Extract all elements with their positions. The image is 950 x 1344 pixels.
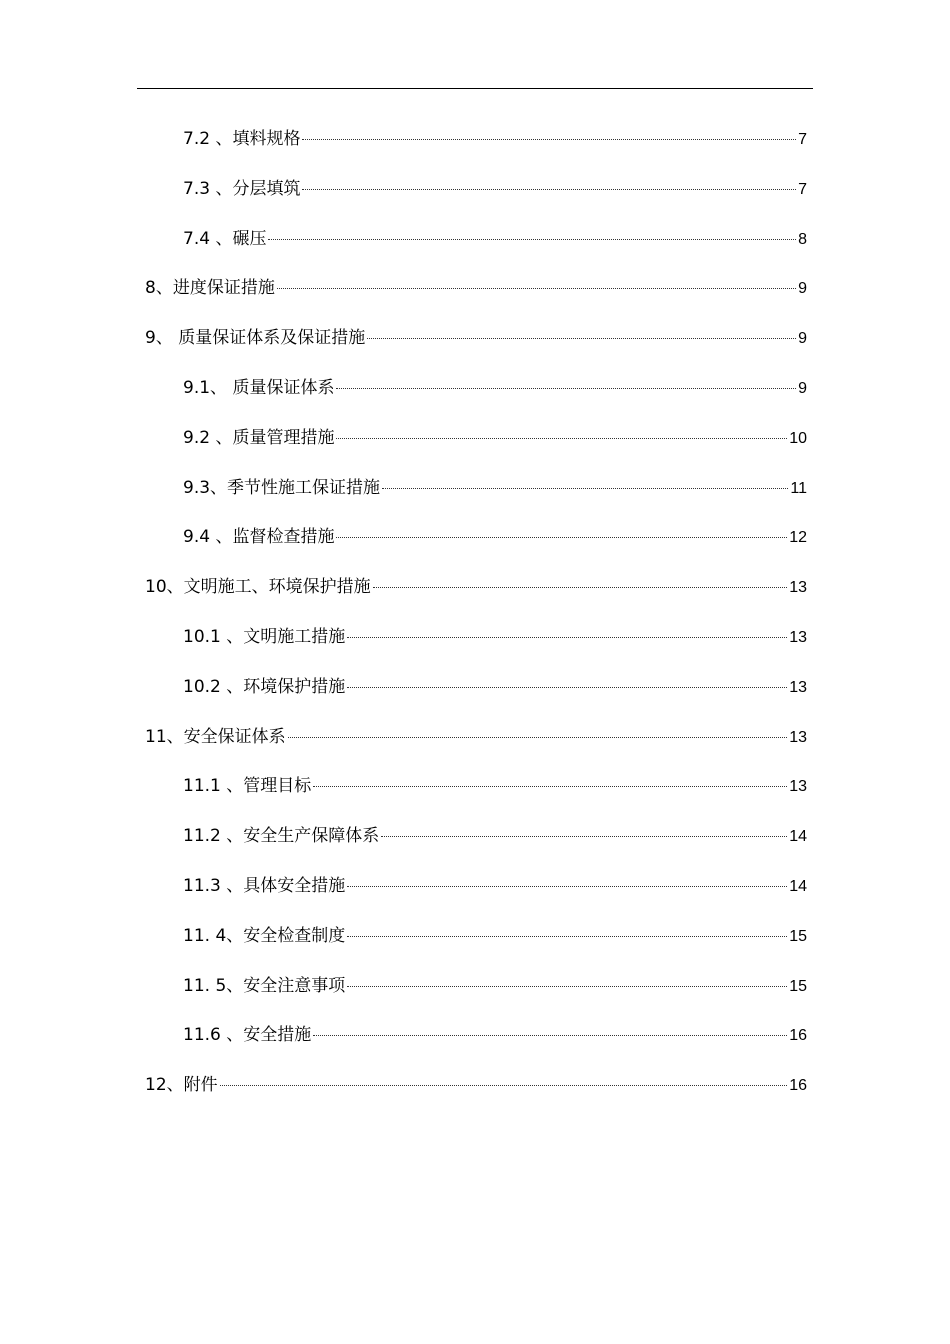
toc-entry-page-number: 9 [798,330,807,348]
dot-leader [313,1035,787,1036]
toc-entry-page-number: 15 [789,927,807,945]
dot-leader [277,288,796,289]
dot-leader [313,786,787,787]
toc-entry-page-number: 16 [789,1077,807,1095]
toc-entry-label: 7.3 、分层填筑 [183,178,301,199]
toc-entry[interactable] [145,274,807,302]
toc-entry-label: 11. 4、安全检查制度 [183,925,346,946]
toc-entry[interactable] [183,225,807,253]
toc-entry-label: 9.2 、质量管理措施 [183,427,335,448]
toc-entry-page-number: 15 [789,977,807,995]
toc-entry[interactable] [183,922,807,950]
toc-entry-label: 11.6 、安全措施 [183,1025,312,1046]
toc-entry-page-number: 14 [789,828,807,846]
toc-entry-page-number: 10 [789,429,807,447]
toc-entry[interactable] [183,523,807,551]
toc-entry[interactable] [183,374,807,402]
toc-entry[interactable] [183,872,807,900]
dot-leader [347,687,787,688]
toc-entry-label: 10、文明施工、环境保护措施 [145,577,371,598]
dot-leader [382,488,788,489]
toc-entry[interactable] [183,673,807,701]
toc-entry[interactable] [183,424,807,452]
toc-entry[interactable] [183,474,807,502]
toc-entry[interactable] [183,822,807,850]
toc-entry-page-number: 13 [789,629,807,646]
toc-entry[interactable] [145,723,807,751]
dot-leader [302,139,796,140]
toc-entry-label: 11.2 、安全生产保障体系 [183,826,380,847]
toc-entry-label: 11.1 、管理目标 [183,776,312,797]
toc-entry-page-number: 13 [789,579,807,597]
toc-entry[interactable] [183,972,807,1000]
dot-leader [268,239,796,240]
dot-leader [288,737,788,738]
toc-entry[interactable] [145,573,807,601]
toc-entry-page-number: 12 [789,529,807,547]
header-rule [137,88,813,89]
toc-entry-label: 8、进度保证措施 [145,278,275,299]
toc-entry-label: 11. 5、安全注意事项 [183,975,346,996]
toc-entry-page-number: 11 [790,479,807,497]
dot-leader [347,886,787,887]
toc-entry-page-number: 9 [798,280,807,298]
toc-entry[interactable] [183,175,807,203]
dot-leader [347,936,787,937]
toc-entry[interactable] [183,772,807,800]
dot-leader [302,189,796,190]
toc-entry[interactable] [183,125,807,153]
toc-entry-page-number: 16 [789,1027,807,1045]
toc-entry-page-number: 13 [789,728,807,746]
toc-entry-label: 9、 质量保证体系及保证措施 [145,328,366,349]
toc-entry-label: 7.2 、填料规格 [183,129,301,149]
toc-entry[interactable] [183,623,807,651]
toc-entry-label: 10.2 、环境保护措施 [183,676,346,697]
toc-entry-page-number: 13 [789,778,807,796]
toc-entry-page-number: 7 [798,131,807,148]
toc-entry-label: 11、安全保证体系 [145,726,286,747]
dot-leader [220,1085,788,1086]
toc-entry-page-number: 13 [789,678,807,696]
toc-entry-page-number: 14 [789,878,807,895]
toc-entry[interactable] [145,324,807,352]
toc-entry-page-number: 8 [798,230,807,248]
dot-leader [347,637,787,638]
toc-entry[interactable] [183,1021,807,1049]
toc-entry-page-number: 9 [798,380,807,397]
toc-entry-label: 12、附件 [145,1075,218,1096]
dot-leader [367,338,796,339]
dot-leader [373,587,788,588]
toc-entry[interactable] [145,1071,807,1099]
toc-entry-label: 9.1、 质量保证体系 [183,378,335,398]
toc-entry-label: 10.1 、文明施工措施 [183,627,346,647]
dot-leader [347,986,787,987]
toc-entry-label: 9.3、季节性施工保证措施 [183,477,381,498]
toc-entry-label: 9.4 、监督检查措施 [183,527,335,548]
dot-leader [336,438,787,439]
dot-leader [336,537,787,538]
toc-entry-label: 11.3 、具体安全措施 [183,876,346,896]
toc-entry-page-number: 7 [798,180,807,198]
dot-leader [381,836,787,837]
dot-leader [336,388,796,389]
toc-entry-label: 7.4 、碾压 [183,228,267,249]
